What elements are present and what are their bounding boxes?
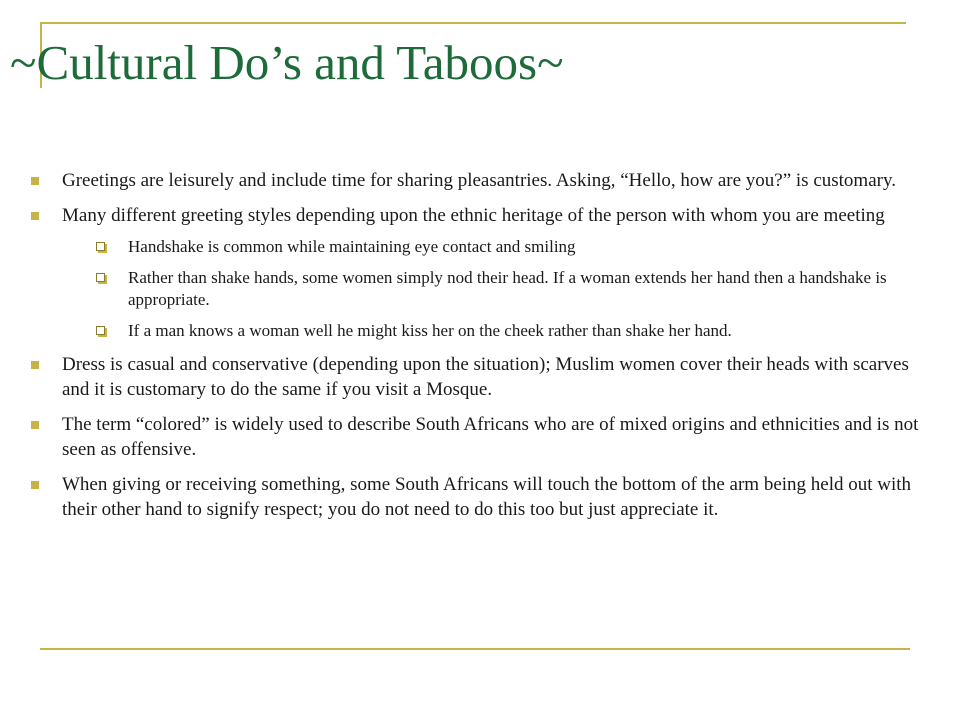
bullet-item [30,203,940,342]
bullet-item [30,168,940,193]
sub-bullet-item [96,236,940,258]
sub-bullet-text: Rather than shake hands, some women simply nod their head. If a woman extends her hand then a handshake is appropriate. [128,268,887,309]
square-bullet-icon [31,421,39,429]
square-bullet-icon [31,177,39,185]
bullet-text: Greetings are leisurely and include time for sharing pleasantries. Asking, “Hello, how are you?” is customary. [62,170,896,191]
sub-bullet-text: Handshake is common while maintaining eye contact and smiling [128,237,576,256]
bullet-text: When giving or receiving something, some South Africans will touch the bottom of the arm being held out with their other hand to signify respect; you do not need to do this too but just appreciate it. [62,474,912,520]
sub-bullet-text: If a man knows a woman well he might kiss her on the cheek rather than shake her hand. [128,321,732,340]
hollow-square-bullet-icon [96,326,105,335]
bullet-text: The term “colored” is widely used to describe South Africans who are of mixed origins and ethnicities and is not seen as offensive. [62,414,919,460]
square-bullet-icon [31,212,39,220]
sub-bullet-item [96,267,940,311]
square-bullet-icon [31,481,39,489]
sub-bullet-list [62,236,940,342]
square-bullet-icon [31,361,39,369]
sub-bullet-item [96,320,940,342]
bullet-list [30,168,940,532]
top-rule [40,22,906,24]
bullet-item [30,352,940,402]
hollow-square-bullet-icon [96,273,105,282]
slide-title: ~Cultural Do’s and Taboos~ [10,35,564,90]
bullet-item [30,472,940,522]
bullet-text: Many different greeting styles depending upon the ethnic heritage of the person with whom you are meeting [62,205,885,226]
bottom-rule [40,648,910,650]
bullet-item [30,412,940,462]
bullet-text: Dress is casual and conservative (depending upon the situation); Muslim women cover their heads with scarves and it is customary to do the same if you visit a Mosque. [62,354,909,400]
hollow-square-bullet-icon [96,242,105,251]
